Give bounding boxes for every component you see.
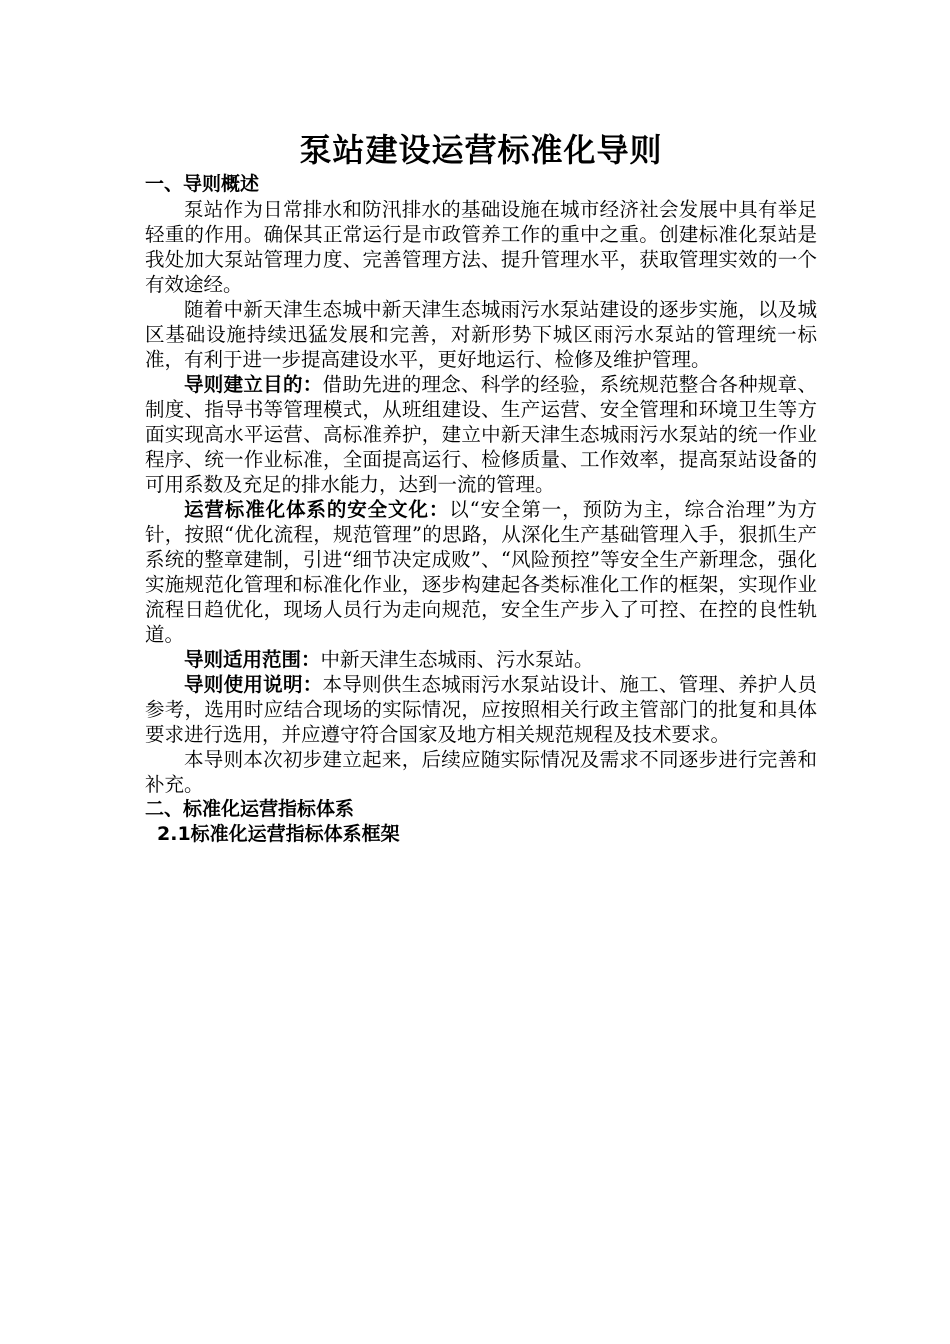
scope-text: 中新天津生态城雨、污水泵站。 <box>320 648 594 671</box>
paragraph-scope <box>145 647 817 672</box>
paragraph-pump-station-role: 泵站作为日常排水和防汛排水的基础设施在城市经济社会发展中具有举足轻重的作用。确保其正常运行是市政管养工作的重中之重。创建标准化泵站是我处加大泵站管理力度、完善管理方法、提升管理水平，获取管理实效的一个有效途经。 <box>145 198 817 296</box>
paragraph-purpose <box>145 372 817 497</box>
section-heading-overview: 一、导则概述 <box>145 173 260 195</box>
safety-culture-label: 运营标准化体系的安全文化： <box>184 498 450 521</box>
usage-notes-label: 导则使用说明： <box>184 673 323 696</box>
subsection-heading-framework: 2.1标准化运营指标体系框架 <box>157 823 400 845</box>
document-body <box>145 128 817 847</box>
paragraph-safety-culture <box>145 497 817 647</box>
purpose-label: 导则建立目的： <box>184 373 323 396</box>
paragraph-usage-notes <box>145 672 817 747</box>
scope-label: 导则适用范围： <box>184 648 321 671</box>
paragraph-future-improvement: 本导则本次初步建立起来，后续应随实际情况及需求不同逐步进行完善和补充。 <box>145 748 817 796</box>
safety-culture-text: 以“安全第一，预防为主，综合治理”为方针，按照“优化流程，规范管理”的思路，从深化生产基础管理入手，狠抓生产系统的整章建制，引进“细节决定成败”、“风险预控”等安全生产新理念，强化实施规范化管理和标准化作业，逐步构建起各类标准化工作的框架，实现作业流程日趋优化，现场人员行为走向规范，安全生产步入了可控、在控的良性轨道。 <box>145 498 817 646</box>
document-title: 泵站建设运营标准化导则 <box>299 131 663 169</box>
usage-notes-text: 本导则供生态城雨污水泵站设计、施工、管理、养护人员参考，选用时应结合现场的实际情况，应按照相关行政主管部门的批复和具体要求进行选用，并应遵守符合国家及地方相关规范规程及技术要求。 <box>145 673 817 746</box>
paragraph-construction-background: 随着中新天津生态城中新天津生态城雨污水泵站建设的逐步实施，以及城区基础设施持续迅猛发展和完善，对新形势下城区雨污水泵站的管理统一标准，有利于进一步提高建设水平，更好地运行、检修及维护管理。 <box>145 298 817 371</box>
purpose-text: 借助先进的理念、科学的经验，系统规范整合各种规章、制度、指导书等管理模式，从班组建设、生产运营、安全管理和环境卫生等方面实现高水平运营、高标准养护，建立中新天津生态城雨污水泵站的统一作业程序、统一作业标准，全面提高运行、检修质量、工作效率，提高泵站设备的可用系数及充足的排水能力，达到一流的管理。 <box>145 373 817 496</box>
section-heading-indicator-system: 二、标准化运营指标体系 <box>145 798 355 820</box>
